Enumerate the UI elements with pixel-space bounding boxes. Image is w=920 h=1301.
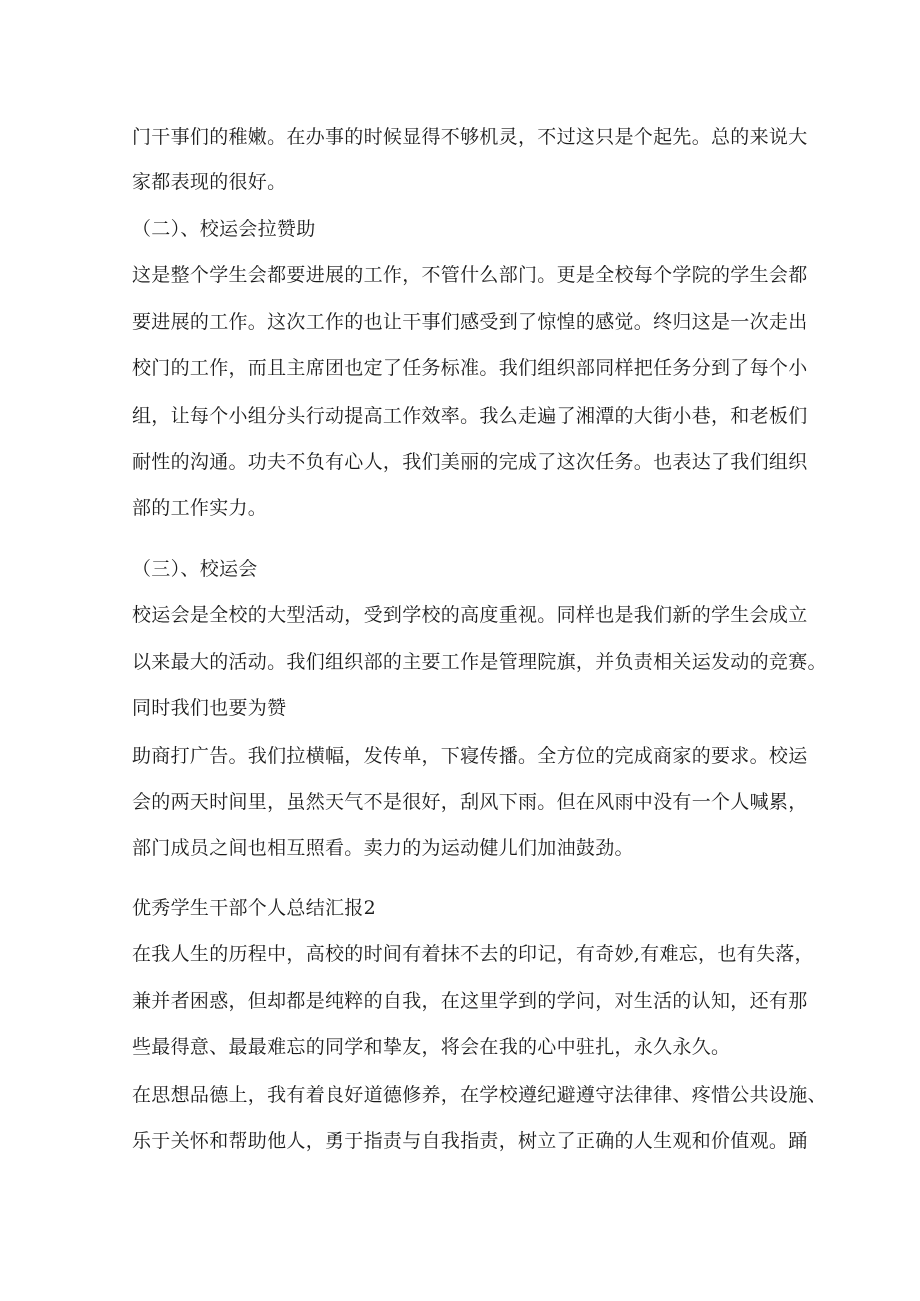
document-title: 优秀学生干部个人总结汇报2	[132, 897, 376, 919]
body-text-line: 部的工作实力。	[132, 497, 268, 519]
section-heading: （三）、校运会	[132, 558, 258, 580]
body-text-line: 校运会是全校的大型活动，受到学校的高度重视。同样也是我们新的学生会成立	[132, 604, 808, 626]
body-text-line: 在我人生的历程中，高校的时间有着抹不去的印记，有奇妙,有难忘，也有失落，	[132, 943, 814, 965]
body-text-line: 乐于关怀和帮助他人，勇于指责与自我指责，树立了正确的人生观和价值观。踊	[132, 1130, 808, 1152]
body-text-line: 同时我们也要为赞	[132, 697, 287, 719]
body-text-line: 要进展的工作。这次工作的也让干事们感受到了惊惶的感觉。终归这是一次走出	[132, 311, 808, 333]
body-text-line: 耐性的沟通。功夫不负有心人，我们美丽的完成了这次任务。也表达了我们组织	[132, 451, 808, 473]
body-text-line: 校门的工作，而且主席团也定了任务标准。我们组织部同样把任务分到了每个小	[132, 357, 808, 379]
body-text-line: 这是整个学生会都要进展的工作，不管什么部门。更是全校每个学院的学生会都	[132, 264, 808, 286]
section-heading: （二）、校运会拉赞助	[132, 218, 316, 240]
body-text-line: 门干事们的稚嫩。在办事的时候显得不够机灵，不过这只是个起先。总的来说大	[132, 126, 808, 148]
body-text-line: 些最得意、最最难忘的同学和挚友，将会在我的心中驻扎，永久永久。	[132, 1036, 731, 1058]
body-text-line: 在思想品德上，我有着良好道德修养，在学校遵纪避遵守法律律、疼惜公共设施、	[132, 1084, 827, 1106]
body-text-line: 兼并者困惑，但却都是纯粹的自我，在这里学到的学问，对生活的认知，还有那	[132, 990, 808, 1012]
body-text-line: 部门成员之间也相互照看。卖力的为运动健儿们加油鼓劲。	[132, 837, 634, 859]
body-text-line: 以来最大的活动。我们组织部的主要工作是管理院旗，并负责相关运发动的竞赛。	[132, 651, 827, 673]
body-text-line: 家都表现的很好。	[132, 171, 287, 193]
body-text-line: 会的两天时间里，虽然天气不是很好，刮风下雨。但在风雨中没有一个人喊累，	[132, 791, 808, 813]
body-text-line: 助商打广告。我们拉横幅，发传单，下寝传播。全方位的完成商家的要求。校运	[132, 745, 808, 767]
body-text-line: 组，让每个小组分头行动提高工作效率。我么走遍了湘潭的大街小巷，和老板们	[132, 405, 808, 427]
